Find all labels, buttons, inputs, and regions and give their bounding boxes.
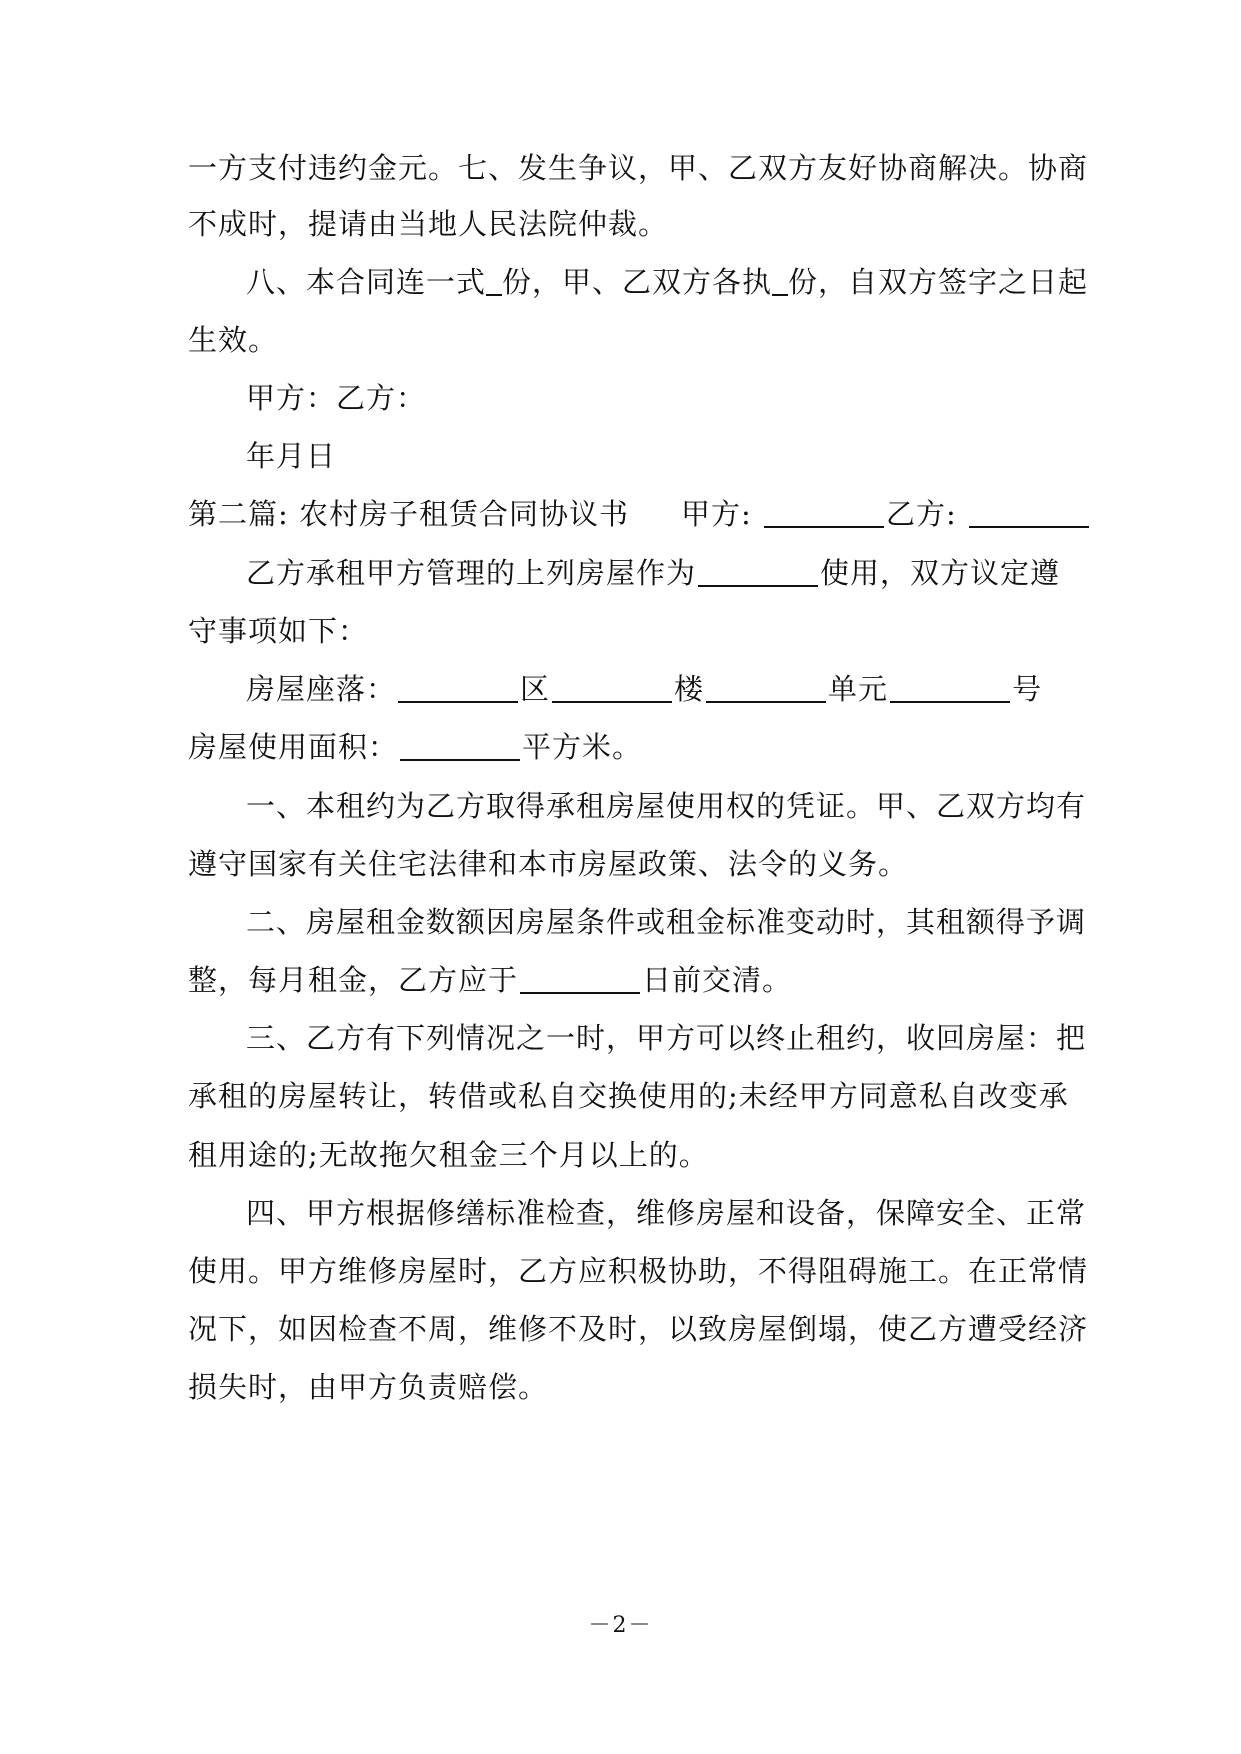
fill-blank — [698, 559, 818, 587]
paragraph-line — [246, 786, 1146, 826]
text: 单元 — [828, 672, 889, 706]
text: 八、本合同连一式 — [246, 265, 487, 299]
date-line — [246, 436, 1146, 476]
text: 使用，双方议定遵 — [820, 556, 1061, 590]
text: 一方支付违约金元。七、发生争议，甲、乙双方友好协商解决。协商 — [188, 151, 1089, 185]
text: 号 — [1012, 672, 1043, 706]
text: 房屋使用面积： — [188, 730, 399, 764]
fill-blank — [400, 733, 520, 761]
text: 四、甲方根据修缮标准检查，维修房屋和设备，保障安全、正常 — [246, 1196, 1087, 1230]
paragraph-line — [188, 320, 1088, 360]
paragraph-line — [246, 669, 1146, 709]
text: 整，每月租金，乙方应于 — [188, 963, 519, 997]
text: 年月日 — [246, 439, 337, 473]
paragraph-line — [246, 553, 1146, 593]
fill-blank — [764, 500, 884, 528]
text: 区 — [520, 672, 551, 706]
text: 守事项如下： — [188, 614, 369, 648]
signature-line — [246, 378, 1146, 418]
paragraph-line — [188, 727, 1088, 767]
paragraph-line — [246, 1018, 1146, 1058]
text: 遵守国家有关住宅法律和本市房屋政策、法令的义务。 — [188, 847, 909, 881]
text: 不成时，提请由当地人民法院仲裁。 — [188, 207, 669, 241]
paragraph-line — [246, 1193, 1146, 1233]
paragraph-line — [188, 1251, 1088, 1291]
text: 甲方：乙方： — [246, 381, 427, 415]
paragraph-line — [188, 1135, 1088, 1175]
fill-blank — [890, 675, 1010, 703]
text: 生效。 — [188, 323, 279, 357]
text: 份，甲、乙双方各执 — [502, 265, 773, 299]
text: 使用。甲方维修房屋时，乙方应积极协助，不得阻碍施工。在正常情 — [188, 1254, 1089, 1288]
fill-blank — [706, 675, 826, 703]
paragraph-line — [188, 1367, 1088, 1407]
paragraph-line — [188, 1076, 1088, 1116]
text: 乙方承租甲方管理的上列房屋作为 — [246, 556, 697, 590]
paragraph-line — [246, 902, 1146, 942]
paragraph-line — [188, 204, 1088, 244]
paragraph-line — [188, 611, 1088, 651]
fill-blank — [520, 966, 640, 994]
text: 日前交清。 — [642, 963, 793, 997]
paragraph-line — [188, 960, 1088, 1000]
text: 平方米。 — [522, 730, 643, 764]
fill-blank — [398, 675, 518, 703]
text: 承租的房屋转让，转借或私自交换使用的;未经甲方同意私自改变承 — [188, 1079, 1069, 1113]
text: 一、本租约为乙方取得承租房屋使用权的凭证。甲、乙双方均有 — [246, 789, 1087, 823]
text: 份，自双方签字之日起 — [788, 265, 1089, 299]
text: 房屋座落： — [246, 672, 397, 706]
page-number: －2－ — [588, 1613, 653, 1638]
fill-blank — [486, 268, 502, 296]
paragraph-line — [188, 1309, 1088, 1349]
text: 二、房屋租金数额因房屋条件或租金标准变动时，其租额得予调 — [246, 905, 1087, 939]
text: 租用途的;无故拖欠租金三个月以上的。 — [188, 1138, 709, 1172]
heading-text: 第二篇: 农村房子租赁合同协议书 — [188, 497, 629, 531]
paragraph-line — [246, 262, 1146, 302]
section-heading — [188, 494, 1088, 534]
text: 甲方: — [681, 497, 762, 531]
fill-blank — [772, 268, 788, 296]
text: 乙方: — [886, 497, 967, 531]
text: 三、乙方有下列情况之一时，甲方可以终止租约，收回房屋：把 — [246, 1021, 1087, 1055]
text: 况下，如因检查不周，维修不及时，以致房屋倒塌，使乙方遭受经济 — [188, 1312, 1089, 1346]
paragraph-line — [188, 148, 1088, 188]
fill-blank — [552, 675, 672, 703]
text: 楼 — [674, 672, 705, 706]
text: 损失时，由甲方负责赔偿。 — [188, 1370, 549, 1404]
paragraph-line — [188, 844, 1088, 884]
fill-blank — [969, 500, 1089, 528]
